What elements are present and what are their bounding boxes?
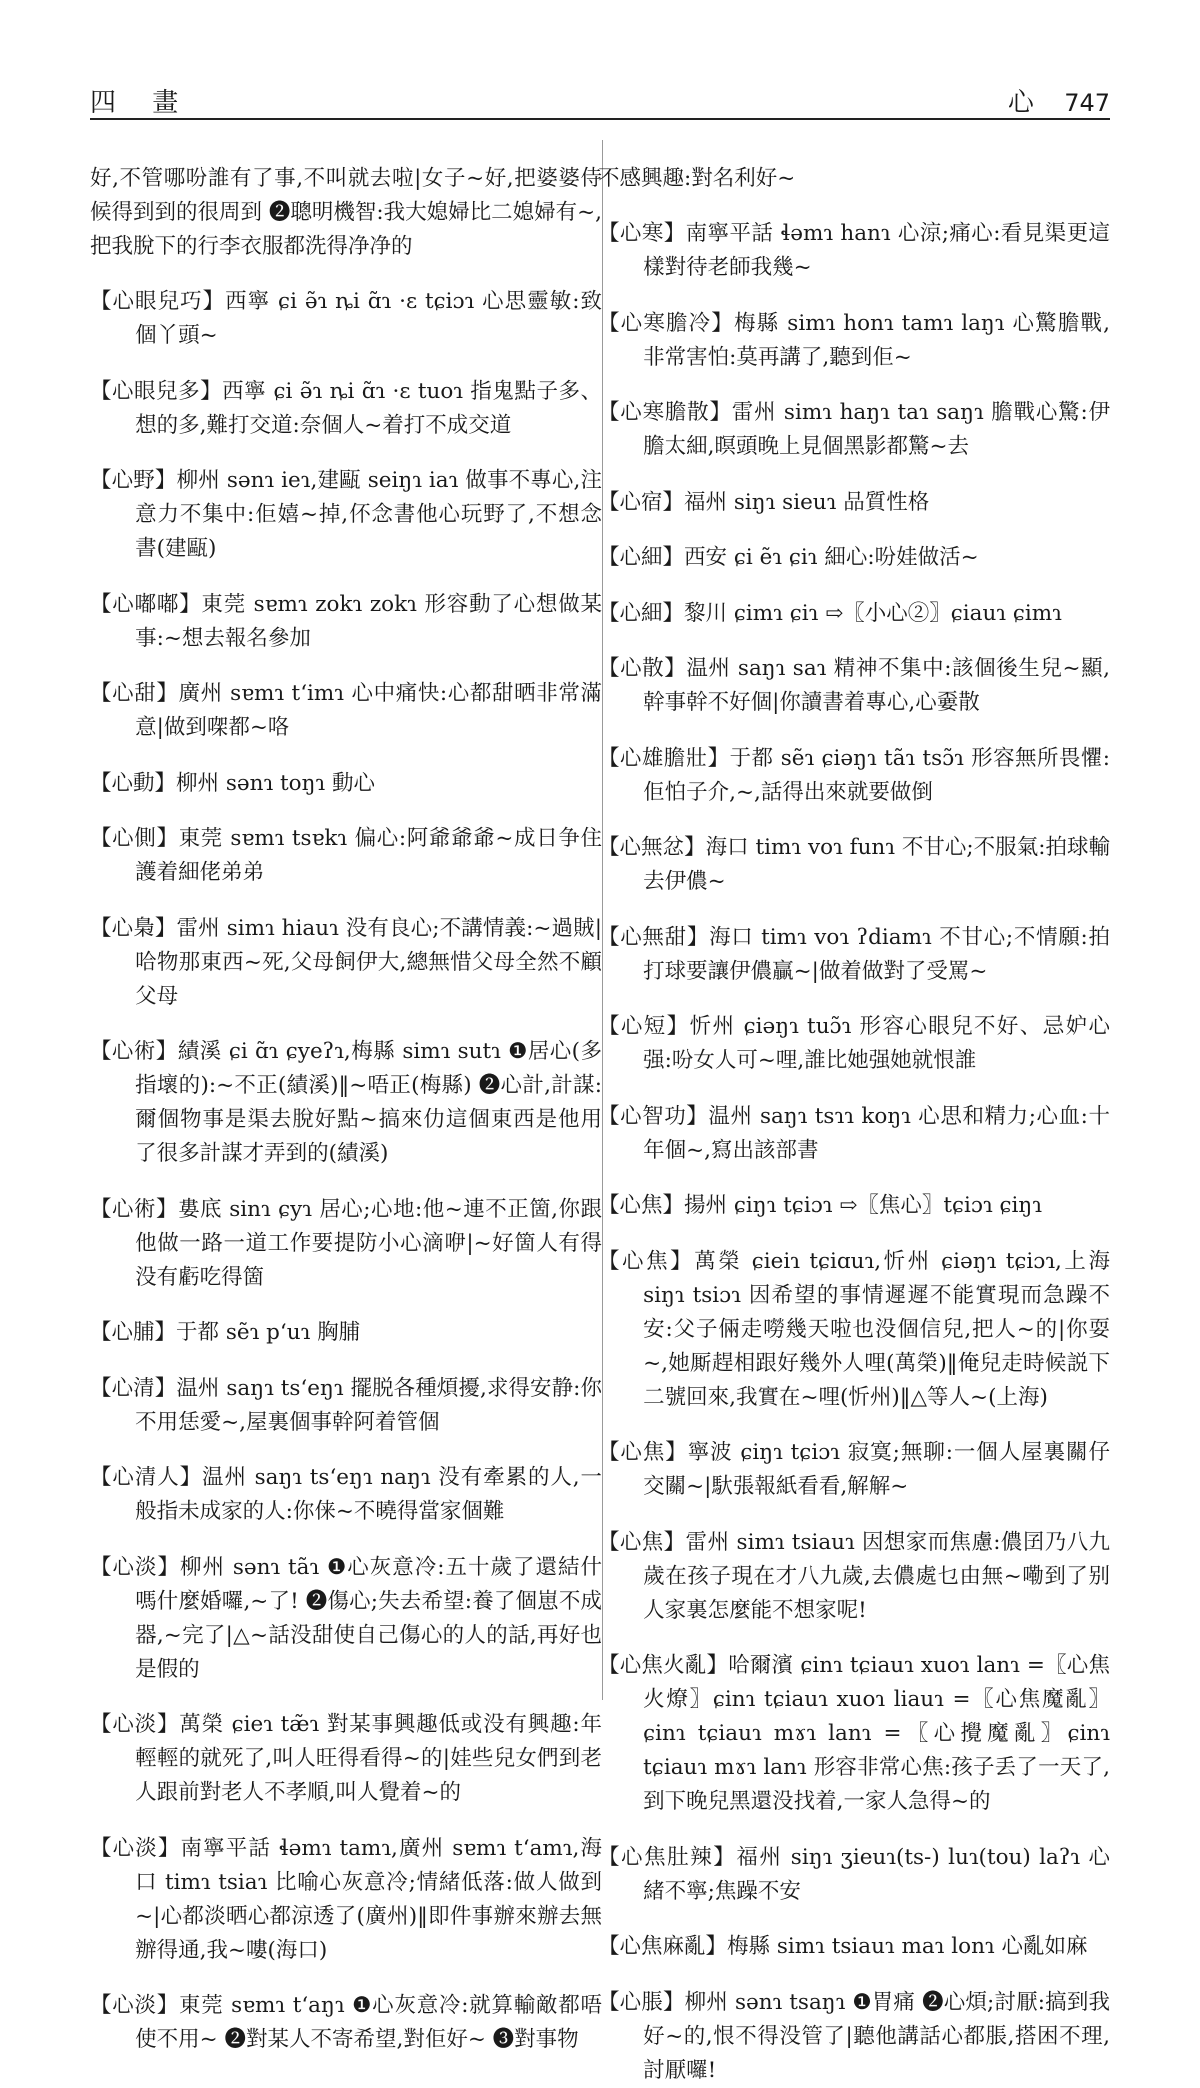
dictionary-entry: 【心甜】廣州 sɐmɿ tʻimɿ 心中痛快:心都甜晒非常滿意|做到㗎都~咯 xyxy=(90,681,602,740)
dictionary-entry: 【心寒膽冷】梅縣 simɿ honɿ tamɿ laŋɿ 心驚膽戰,非常害怕:莫再講了,聽到佢~ xyxy=(598,310,1110,370)
section-title: 四 畫 xyxy=(90,88,193,118)
dictionary-entry: 好,不管哪吩誰有了事,不叫就去啦|女子~好,把婆婆侍候得到到的很周到 ❷聰明機智:我大媳婦比二媳婦有~,把我脫下的行李衣服都洗得净净的 xyxy=(90,165,602,259)
dictionary-entry: 【心野】柳州 sənɿ ieɿ,建甌 seiŋɿ iaɿ 做事不專心,注意力不集中:佢嬉~掉,伓念書他心玩野了,不想念書(建甌) xyxy=(90,468,602,561)
dictionary-entry: 【心淡】南寧平話 ɬəmɿ tamɿ,廣州 sɐmɿ tʻamɿ,海口 timɿ tsiaɿ 比喻心灰意冷;情緒低落:做人做到~|心都淡晒心都涼透了(廣州)‖即件事辦來辦去無辦得通,我~嘍(海口) xyxy=(90,1835,602,1963)
page-header xyxy=(90,82,1110,118)
dictionary-entry: 【心宿】福州 siŋɿ sieuɿ 品質性格 xyxy=(598,489,930,515)
dictionary-entry: 【心眼兒巧】西寧 ɕi ə̃ɿ ȵi ɑ̃ɿ ·ɛ tɕiɔɿ 心思靈敏:致個丫頭~ xyxy=(90,289,602,348)
dictionary-entry: 【心細】西安 ɕi ẽɿ ɕiɿ 細心:吩娃做活~ xyxy=(598,545,979,570)
dictionary-entry: 【心眼兒多】西寧 ɕi ə̃ɿ ȵi ɑ̃ɿ ·ɛ tuoɿ 指鬼點子多、想的多,難打交道:奈個人~着打不成交道 xyxy=(90,378,602,438)
dictionary-entry: 【心焦麻亂】梅縣 simɿ tsiauɿ maɿ lonɿ 心亂如麻 xyxy=(598,1934,1088,1959)
dictionary-entry: 【心焦火亂】哈爾濱 ɕinɿ tɕiauɿ xuoɿ lanɿ =〖心焦火燎〗ɕinɿ tɕiauɿ xuoɿ liauɿ =〖心焦魔亂〗ɕinɿ tɕiauɿ mɤɿ lanɿ =〖心攪魔亂〗ɕinɿ tɕiauɿ mɤɿ lanɿ 形容非常心焦:孩子丢了一天了,到下晚兒黑還没找着,一家人急得~的 xyxy=(598,1653,1110,1814)
dictionary-entry: 【心側】東莞 sɐmɿ tsɐkɿ 偏心:阿爺爺爺~成日争住護着細佬弟弟 xyxy=(90,826,602,885)
dictionary-entry: 【心散】温州 saŋɿ saɿ 精神不集中:該個後生兒~顯,幹事幹不好個|你讀書着專心,心嫑散 xyxy=(598,656,1110,715)
dictionary-entry: 【心寒膽散】雷州 simɿ haŋɿ taɿ saŋɿ 膽戰心驚:伊膽太細,暝頭晚上見個黑影都驚~去 xyxy=(598,400,1110,459)
dictionary-entry: 【心淡】東莞 sɐmɿ tʻaŋɿ ❶心灰意冷:就算輸敵都唔使不用~ ❷對某人不寄希望,對佢好~ ❸對事物 xyxy=(90,1993,602,2052)
dictionary-entry: 【心細】黎川 ɕimɿ ɕiɿ ⇨〖小心②〗ɕiauɿ ɕimɿ xyxy=(598,600,1062,626)
page-number: 747 xyxy=(1064,89,1110,117)
dictionary-entry: 【心焦肚辣】福州 siŋɿ ʒieuɿ(ts-) luɿ(tou) laʔɿ 心緒不寧;焦躁不安 xyxy=(598,1844,1110,1904)
header-right xyxy=(1008,82,1110,119)
dictionary-entry: 【心脹】柳州 sənɿ tsaŋɿ ❶胃痛 ❷心煩;討厭:搞到我好~的,恨不得没管了|聽他講話心都脹,搭困不理,討厭囉! xyxy=(598,1989,1110,2083)
dictionary-entry: 【心無甜】海口 timɿ voɿ ʔdiamɿ 不甘心;不情願:拍打球要讓伊儂贏~|做着做對了受罵~ xyxy=(598,924,1110,984)
dictionary-entry: 不感興趣:對名利好~ xyxy=(598,165,796,191)
dictionary-entry: 【心無忿】海口 timɿ voɿ funɿ 不甘心;不服氣:拍球輸去伊儂~ xyxy=(598,835,1110,894)
dictionary-entry: 【心梟】雷州 simɿ hiauɿ 没有良心;不講情義:~過賊|哈物那東西~死,父母飼伊大,總無惜父母全然不顧父母 xyxy=(90,915,602,1009)
header-char: 心 xyxy=(1007,88,1034,118)
dictionary-entry: 【心嘟嘟】東莞 sɐmɿ zokɿ zokɿ 形容動了心想做某事:~想去報名參加 xyxy=(90,591,602,651)
dictionary-entry: 【心短】忻州 ɕiəŋɿ tuɔ̃ɿ 形容心眼兒不好、忌妒心强:吩女人可~哩,誰比她强她就恨誰 xyxy=(598,1014,1110,1073)
dictionary-entry: 【心寒】南寧平話 ɬəmɿ hanɿ 心涼;痛心:看見渠更這樣對待老師我幾~ xyxy=(598,221,1110,280)
left-column xyxy=(90,140,602,2052)
dictionary-entry: 【心焦】萬榮 ɕieiɿ tɕiɑuɿ,忻州 ɕiəŋɿ tɕiɔɿ,上海 siŋɿ tsiɔɿ 因希望的事情遲遲不能實現而急躁不安:父子倆走嘮幾天啦也没個信兒,把人~的|你耍~,她厮趕相跟好幾外人哩(萬榮)‖俺兒走時候説下二號回來,我實在~哩(忻州)‖△等人~(上海) xyxy=(598,1248,1110,1410)
dictionary-entry: 【心動】柳州 sənɿ toŋɿ 動心 xyxy=(90,770,376,796)
dictionary-entry: 【心焦】雷州 simɿ tsiauɿ 因想家而焦慮:儂囝乃八九歲在孩子現在才八九歲,去儂處乜由無~嘞到了别人家裏怎麼能不想家呢! xyxy=(598,1529,1110,1623)
dictionary-entry: 【心智功】温州 saŋɿ tsɿɿ koŋɿ 心思和精力;心血:十年個~,寫出該部書 xyxy=(598,1103,1110,1163)
dictionary-entry: 【心淡】柳州 sənɿ tãɿ ❶心灰意冷:五十歲了還結什嗎什麼婚囉,~了! ❷傷心;失去希望:養了個崽不成器,~完了|△~話没甜使自己傷心的人的話,再好也是假的 xyxy=(90,1554,602,1682)
dictionary-entry: 【心淡】萬榮 ɕieɿ tæ̃ɿ 對某事興趣低或没有興趣:年輕輕的就死了,叫人旺得看得~的|娃些兒女們到老人跟前對老人不孝順,叫人覺着~的 xyxy=(90,1712,602,1805)
dictionary-entry: 【心脯】于都 sẽɿ pʻuɿ 胸脯 xyxy=(90,1320,361,1345)
dictionary-entry: 【心術】績溪 ɕi ɑ̃ɿ ɕyeʔɿ,梅縣 simɿ sutɿ ❶居心(多指壞的):~不正(績溪)‖~唔正(梅縣) ❷心計,計謀:爾個物事是渠去脫好點~搞來仂這個東西是他用了很多計謀才弄到的(績溪) xyxy=(90,1039,602,1166)
dictionary-entry: 【心術】婁底 sinɿ ɕyɿ 居心;心地:他~連不正箇,你跟他做一路一道工作要提防小心滴咿|~好箇人有得没有虧吃得箇 xyxy=(90,1196,602,1290)
dictionary-entry: 【心清】温州 saŋɿ tsʻeŋɿ 擺脱各種煩擾,求得安静:你不用恁愛~,屋裏個事幹阿着管個 xyxy=(90,1375,602,1435)
dictionary-entry: 【心雄膽壯】于都 sẽɿ ɕiəŋɿ tãɿ tsɔ̃ɿ 形容無所畏懼:佢怕子介,~,話得出來就要做倒 xyxy=(598,745,1110,805)
dictionary-entry: 【心清人】温州 saŋɿ tsʻeŋɿ naŋɿ 没有牽累的人,一般指未成家的人:你俫~不曉得當家個難 xyxy=(90,1465,602,1524)
dictionary-entry: 【心焦】揚州 ɕiŋɿ tɕiɔɿ ⇨〖焦心〗tɕiɔɿ ɕiŋɿ xyxy=(598,1193,1043,1218)
header-rule xyxy=(90,118,1110,120)
dictionary-entry: 【心焦】寧波 ɕiŋɿ tɕiɔɿ 寂寞;無聊:一個人屋裏關仔交關~|馱張報紙看看,解解~ xyxy=(598,1440,1110,1499)
right-column xyxy=(598,140,1110,2083)
